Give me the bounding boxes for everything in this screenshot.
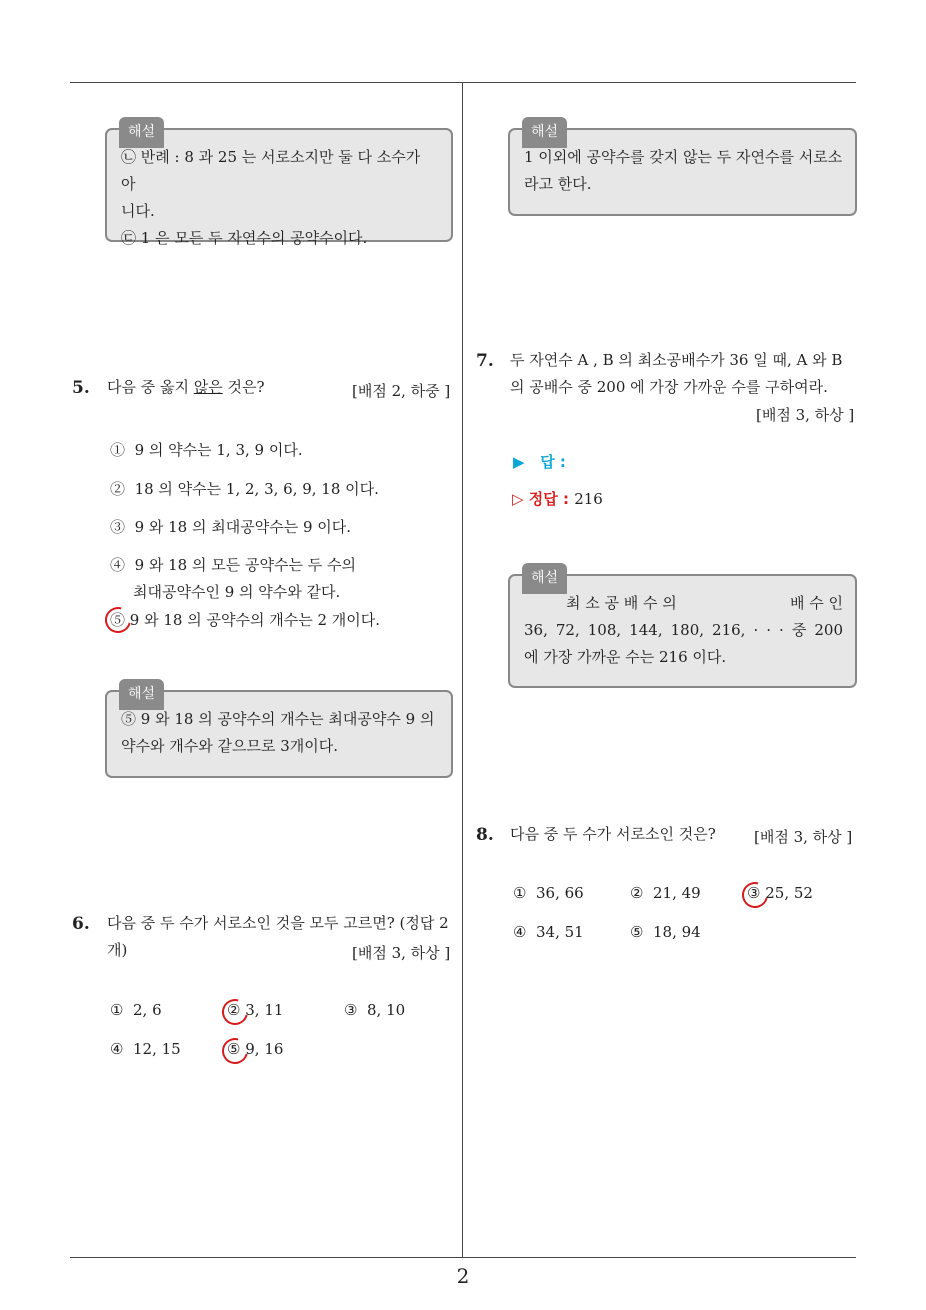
bottom-rule bbox=[70, 1257, 856, 1258]
answer-circle-mark bbox=[737, 877, 773, 913]
option-continuation: 최대공약수인 9 의 약수와 같다. bbox=[133, 583, 341, 601]
option[interactable]: ③ 25, 52 bbox=[747, 884, 813, 902]
question-text-part: 것은? bbox=[222, 378, 265, 396]
answer-circle-mark bbox=[217, 994, 253, 1030]
explanation-box bbox=[508, 124, 857, 216]
triangle-outline-icon: ▷ bbox=[512, 490, 524, 508]
top-rule bbox=[70, 82, 856, 83]
points-label: [배점 3, 하상 ] bbox=[756, 406, 855, 424]
option[interactable]: ⑤ 9, 16 bbox=[227, 1040, 284, 1058]
question-text bbox=[107, 374, 265, 401]
question-number: 8. bbox=[476, 825, 494, 845]
explanation-tag: 해설 bbox=[522, 563, 567, 594]
explanation-box bbox=[105, 124, 453, 247]
explanation-line: 1 이외에 공약수를 갖지 않는 두 자연수를 서로소 bbox=[524, 148, 843, 166]
correct-value: 216 bbox=[574, 490, 603, 508]
correct-label: 정답 : bbox=[528, 490, 569, 508]
option[interactable]: ④ 9 와 18 의 모든 공약수는 두 수의 bbox=[110, 556, 356, 574]
explanation-line: 최 소 공 배 수 의 배 수 인 bbox=[566, 594, 843, 612]
option[interactable]: ② 18 의 약수는 1, 2, 3, 6, 9, 18 이다. bbox=[110, 480, 379, 498]
explanation-line: ㉡ 반례 : 8 과 25 는 서로소지만 둘 다 소수가 아 bbox=[121, 148, 421, 193]
option[interactable]: ② 21, 49 bbox=[630, 884, 701, 902]
answer-label: 답 : bbox=[540, 453, 566, 471]
play-icon: ▶ bbox=[513, 453, 525, 471]
explanation-line: 36, 72, 108, 144, 180, 216, · · · 중 200 bbox=[524, 621, 843, 639]
explanation-box bbox=[105, 686, 453, 778]
points-label: [배점 3, 하상 ] bbox=[754, 828, 853, 846]
answer-row bbox=[513, 451, 566, 472]
option[interactable]: ② 3, 11 bbox=[227, 1001, 284, 1019]
question-text-part: 다음 중 옳지 bbox=[107, 378, 194, 396]
option[interactable]: ④ 12, 15 bbox=[110, 1040, 181, 1058]
option[interactable]: ① 9 의 약수는 1, 3, 9 이다. bbox=[110, 441, 303, 459]
page-number: 2 bbox=[456, 1264, 470, 1288]
explanation-line: ㉢ 1 은 모든 두 자연수의 공약수이다. bbox=[121, 229, 368, 247]
underlined-word: 않은 bbox=[193, 378, 223, 396]
question-number: 6. bbox=[72, 914, 90, 934]
option[interactable]: ① 36, 66 bbox=[513, 884, 584, 902]
question-number: 5. bbox=[72, 378, 90, 398]
explanation-box bbox=[508, 570, 857, 688]
correct-answer-row bbox=[512, 488, 603, 509]
question-text: 개) bbox=[107, 941, 128, 959]
column-divider bbox=[462, 83, 463, 1258]
explanation-tag: 해설 bbox=[119, 117, 164, 148]
explanation-line: 약수와 개수와 같으므로 3개이다. bbox=[121, 737, 338, 755]
points-label: [배점 3, 하상 ] bbox=[352, 944, 451, 962]
points-label: [배점 2, 하중 ] bbox=[352, 382, 451, 400]
question-text: 다음 중 두 수가 서로소인 것은? bbox=[510, 825, 716, 843]
explanation-line: 에 가장 가까운 수는 216 이다. bbox=[524, 648, 727, 666]
option[interactable]: ① 2, 6 bbox=[110, 1001, 162, 1019]
answer-circle-mark bbox=[100, 602, 136, 638]
answer-circle-mark bbox=[217, 1033, 253, 1069]
question-text: 두 자연수 A , B 의 최소공배수가 36 일 때, A 와 B bbox=[510, 351, 843, 369]
option[interactable]: ③ 9 와 18 의 최대공약수는 9 이다. bbox=[110, 518, 352, 536]
explanation-tag: 해설 bbox=[522, 117, 567, 148]
option[interactable]: ④ 34, 51 bbox=[513, 923, 584, 941]
option[interactable]: ③ 8, 10 bbox=[344, 1001, 406, 1019]
explanation-line: 라고 한다. bbox=[524, 175, 592, 193]
explanation-line: ⑤ 9 와 18 의 공약수의 개수는 최대공약수 9 의 bbox=[121, 710, 435, 728]
question-text: 다음 중 두 수가 서로소인 것을 모두 고르면? (정답 2 bbox=[107, 914, 449, 932]
option[interactable]: ⑤ 9 와 18 의 공약수의 개수는 2 개이다. bbox=[110, 611, 380, 629]
question-text: 의 공배수 중 200 에 가장 가까운 수를 구하여라. bbox=[510, 378, 828, 396]
option[interactable]: ⑤ 18, 94 bbox=[630, 923, 701, 941]
explanation-tag: 해설 bbox=[119, 679, 164, 710]
explanation-line: 니다. bbox=[121, 202, 155, 220]
question-number: 7. bbox=[476, 351, 494, 371]
